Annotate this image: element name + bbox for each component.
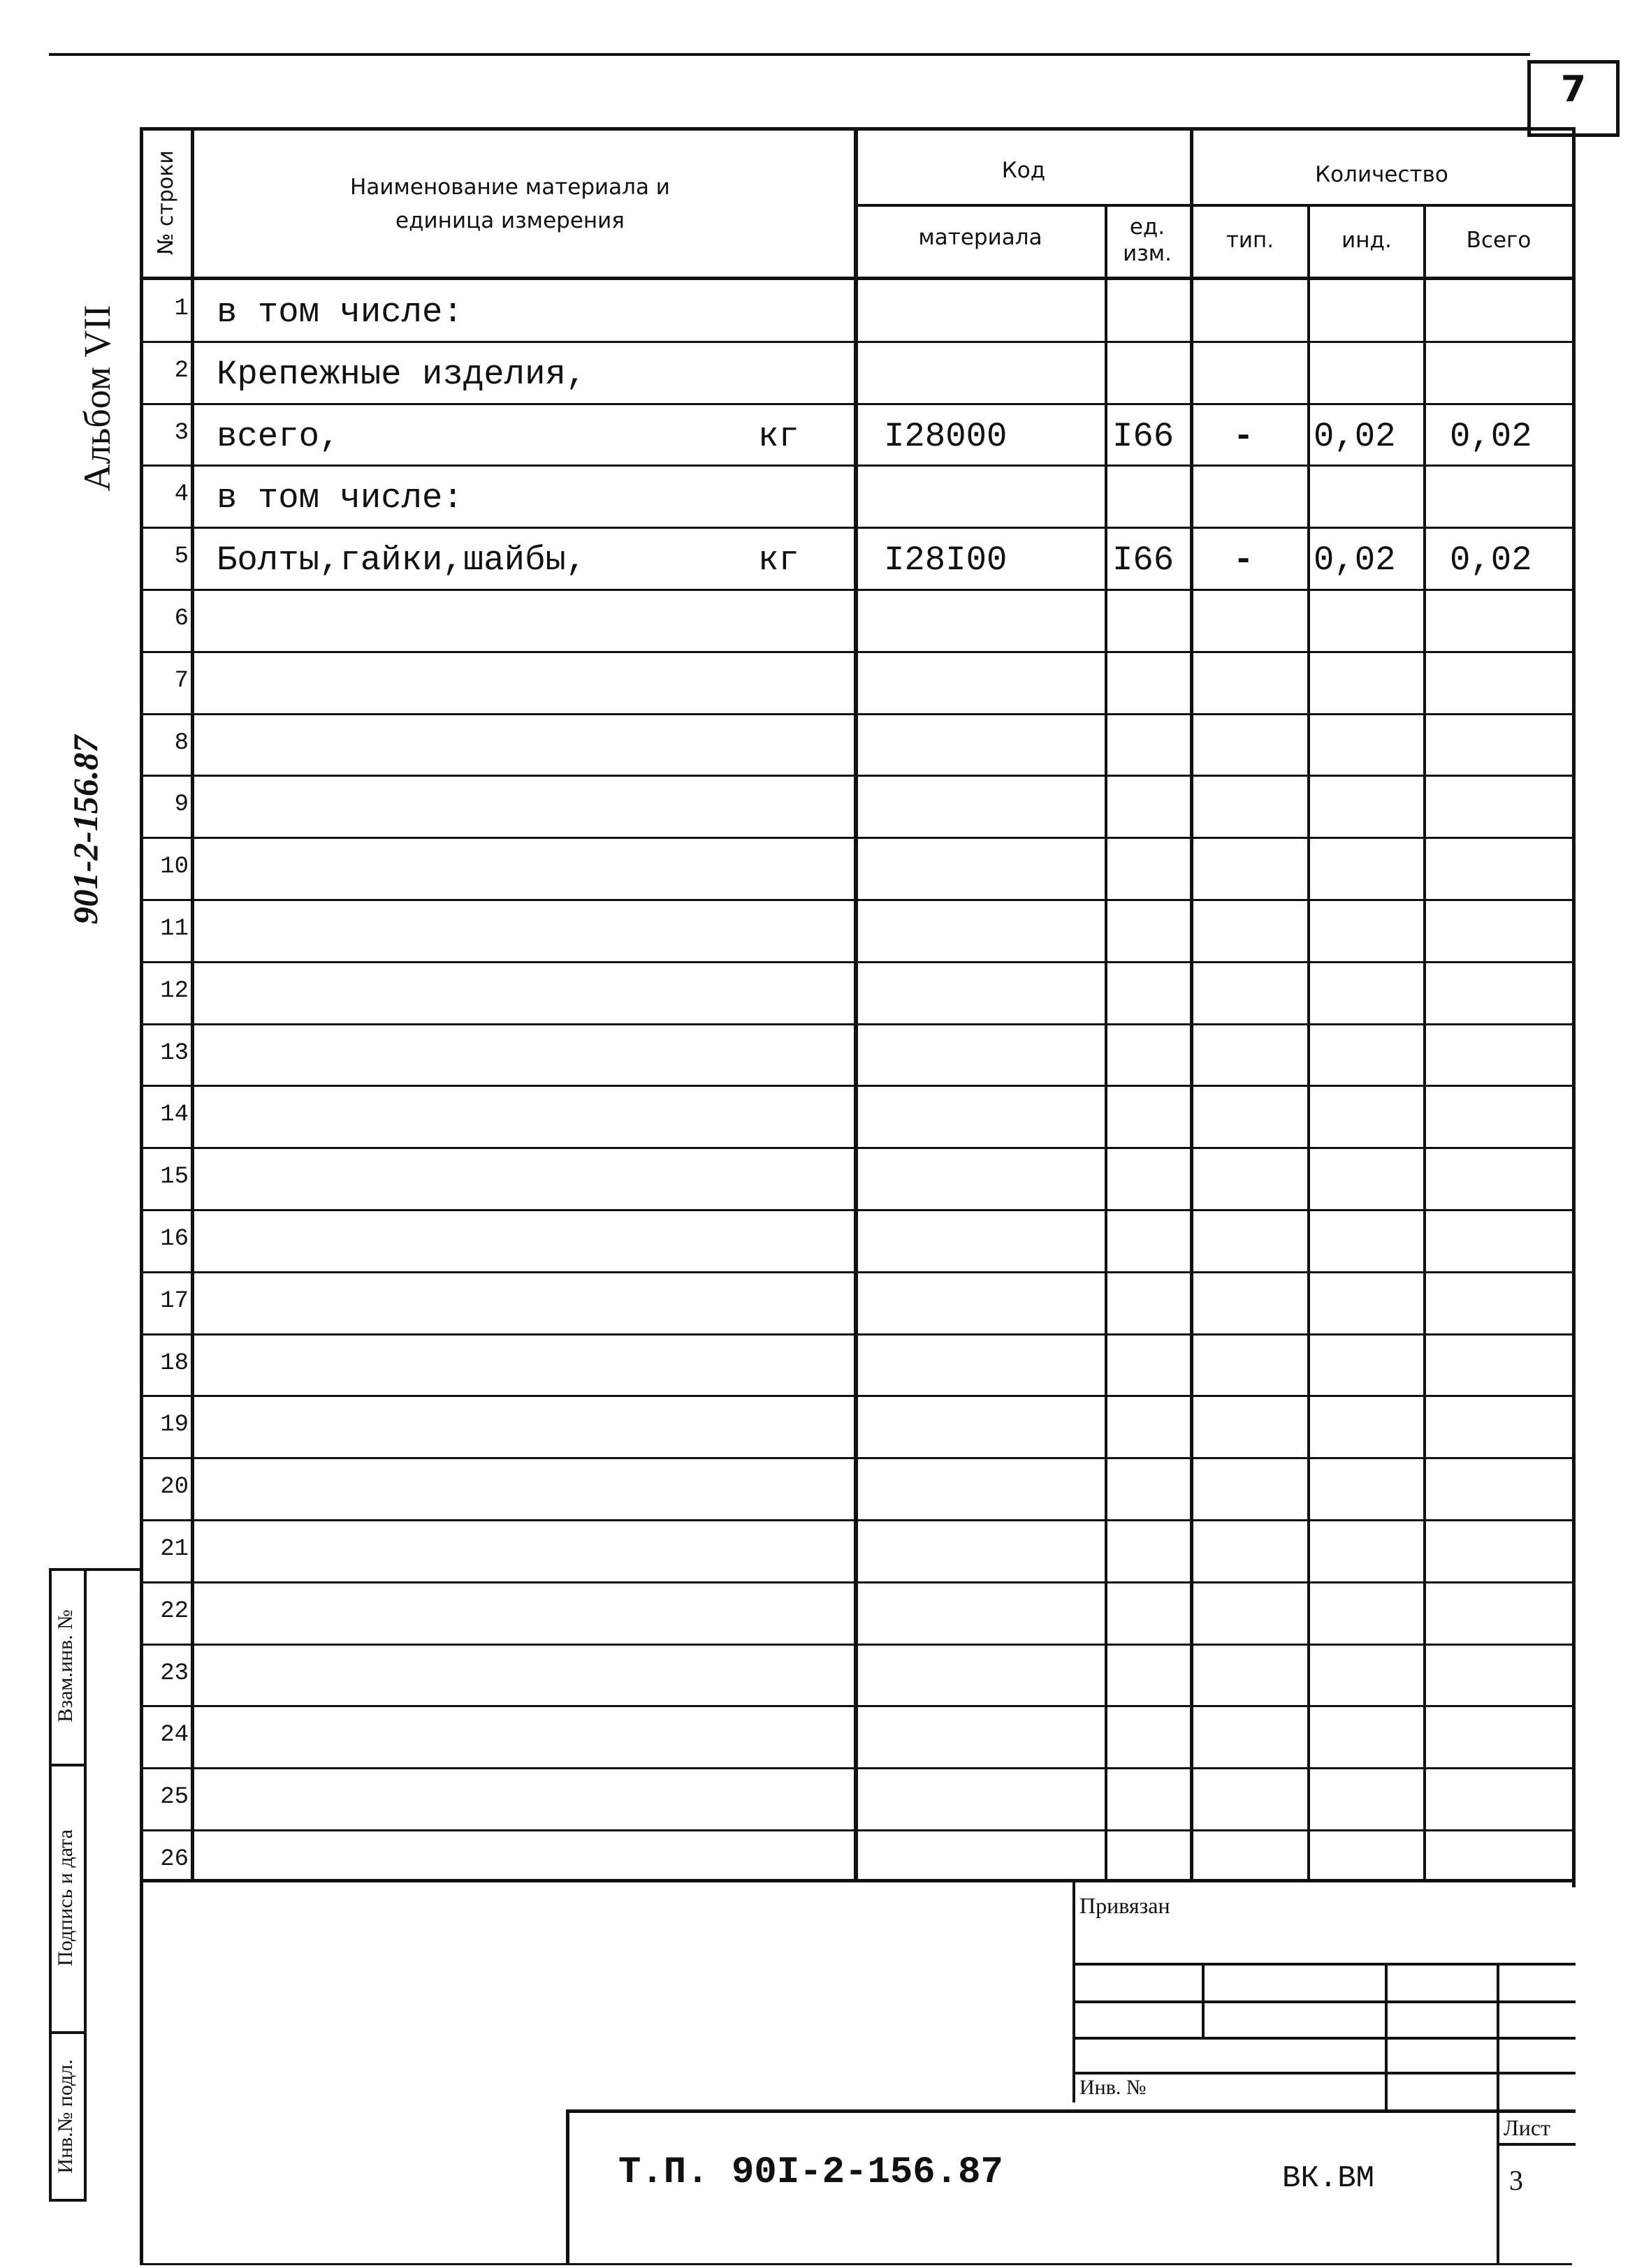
row-line <box>140 403 1572 405</box>
row-unit-code: I66 <box>1112 541 1174 580</box>
frame-bottom <box>140 2263 1572 2265</box>
tb-line-4 <box>1072 2072 1576 2075</box>
row-line <box>140 651 1572 653</box>
row-number: 1 <box>174 295 189 322</box>
doc-code-side: 901-2-156.87 <box>66 735 105 925</box>
row-number: 6 <box>174 606 189 632</box>
header-quantity: Количество <box>1315 162 1448 187</box>
row-line <box>140 1457 1572 1459</box>
row-line <box>140 464 1572 467</box>
row-number: 22 <box>160 1597 189 1625</box>
row-number: 11 <box>160 916 189 942</box>
stamp-label-sign-date: Подпись и дата <box>54 1829 77 1966</box>
tb-left <box>1072 1879 1075 2102</box>
tb-v-1 <box>1202 1963 1205 2040</box>
header-typ: тип. <box>1225 228 1274 253</box>
row-number: 23 <box>160 1660 189 1687</box>
doc-mark: ВК.ВМ <box>1282 2161 1375 2196</box>
row-line <box>140 1147 1572 1149</box>
row-number: 16 <box>160 1226 189 1252</box>
row-name: Болты,гайки,шайбы, <box>217 541 587 580</box>
row-line <box>140 341 1572 343</box>
frame-left <box>140 127 143 2265</box>
row-total: 0,02 <box>1450 541 1532 580</box>
row-number: 19 <box>160 1412 189 1439</box>
row-number: 3 <box>174 419 189 446</box>
col-line-unit <box>1190 127 1193 1880</box>
row-number: 12 <box>160 977 189 1004</box>
stamp-label-inv-orig: Инв.№ подл. <box>54 2059 77 2174</box>
row-number: 24 <box>160 1722 189 1749</box>
row-ind: 0,02 <box>1314 416 1396 456</box>
album-label: Альбом VII <box>76 305 118 492</box>
stamp-label-vzam-inv: Взам.инв. № <box>54 1609 77 1722</box>
row-number: 18 <box>160 1349 189 1377</box>
table-bottom <box>140 1879 1572 1882</box>
frame-right <box>1572 127 1576 1887</box>
header-row-no: № строки <box>154 150 178 255</box>
row-number: 4 <box>174 481 189 509</box>
row-line <box>140 1705 1572 1707</box>
row-line <box>140 1519 1572 1521</box>
row-number: 2 <box>174 357 189 384</box>
row-number: 8 <box>174 729 189 756</box>
row-line <box>140 1085 1572 1087</box>
tb-line-5 <box>566 2109 1576 2113</box>
row-ind: 0,02 <box>1314 541 1396 580</box>
header-name: Наименование материала и единица измерения <box>350 175 670 233</box>
row-number: 20 <box>160 1474 189 1501</box>
row-name: всего, <box>217 416 340 456</box>
privyazan-label: Привязан <box>1079 1893 1170 1918</box>
header-unit: ед. изм. <box>1123 214 1172 266</box>
row-number: 15 <box>160 1164 189 1191</box>
row-line <box>140 961 1572 963</box>
row-name: Крепежные изделия, <box>217 354 587 394</box>
header-total: Всего <box>1466 228 1532 253</box>
row-number: 9 <box>174 791 189 819</box>
row-name: в том числе: <box>217 478 463 518</box>
row-line <box>140 1333 1572 1336</box>
row-line <box>140 1023 1572 1025</box>
row-number: 13 <box>160 1039 189 1067</box>
tb-line-1 <box>1072 1963 1576 1966</box>
col-line-typ <box>1307 204 1310 1880</box>
stamp-col-mid <box>84 1568 87 2200</box>
row-typ: - <box>1233 541 1254 580</box>
row-typ: - <box>1233 416 1254 456</box>
tb-v-3 <box>1497 1963 1499 2263</box>
header-material: материала <box>918 225 1042 250</box>
row-line <box>140 713 1572 715</box>
row-total: 0,02 <box>1450 416 1532 456</box>
row-line <box>140 527 1572 529</box>
header-mid <box>856 204 1572 207</box>
row-number: 25 <box>160 1784 189 1811</box>
sheet-label: Лист <box>1504 2115 1551 2140</box>
row-unit-text: кг <box>758 541 799 580</box>
row-number: 7 <box>174 667 189 694</box>
row-line <box>140 1767 1572 1769</box>
tb-v-2 <box>1385 1963 1388 2109</box>
row-name: в том числе: <box>217 293 463 332</box>
stamp-col-left <box>49 1568 52 2200</box>
col-line-ind <box>1423 204 1426 1880</box>
row-line <box>140 1829 1572 1831</box>
inv-no-label: Инв. № <box>1079 2076 1147 2099</box>
row-unit-text: кг <box>758 416 799 456</box>
row-line <box>140 1581 1572 1583</box>
top-rule <box>49 53 1530 56</box>
row-number: 17 <box>160 1287 189 1315</box>
tb-line-3 <box>1072 2037 1576 2040</box>
row-unit-code: I66 <box>1112 416 1174 456</box>
row-material-code: I28000 <box>884 416 1008 456</box>
page-number: 7 <box>1560 68 1587 110</box>
row-number: 5 <box>174 543 189 571</box>
row-line <box>140 1271 1572 1273</box>
row-line <box>140 589 1572 591</box>
row-number: 21 <box>160 1536 189 1563</box>
row-line <box>140 899 1572 901</box>
sheet-number: 3 <box>1509 2165 1523 2196</box>
tb-sheet-line <box>1497 2143 1576 2146</box>
header-ind: инд. <box>1341 228 1392 253</box>
col-line-name <box>854 127 858 1880</box>
row-line <box>140 837 1572 839</box>
row-line <box>140 1209 1572 1211</box>
row-line <box>140 1395 1572 1397</box>
tb-v-main <box>566 2109 569 2263</box>
row-material-code: I28I00 <box>884 541 1008 580</box>
header-code: Код <box>1001 158 1046 183</box>
row-number: 14 <box>160 1102 189 1129</box>
row-number: 26 <box>160 1846 189 1873</box>
tb-line-2 <box>1072 2000 1576 2003</box>
row-line <box>140 1644 1572 1646</box>
row-line <box>140 775 1572 777</box>
col-line-material <box>1105 204 1107 1880</box>
col-line-rowno <box>191 127 194 1880</box>
designation: Т.П. 90I-2-156.87 <box>618 2151 1003 2194</box>
row-number: 10 <box>160 854 189 881</box>
